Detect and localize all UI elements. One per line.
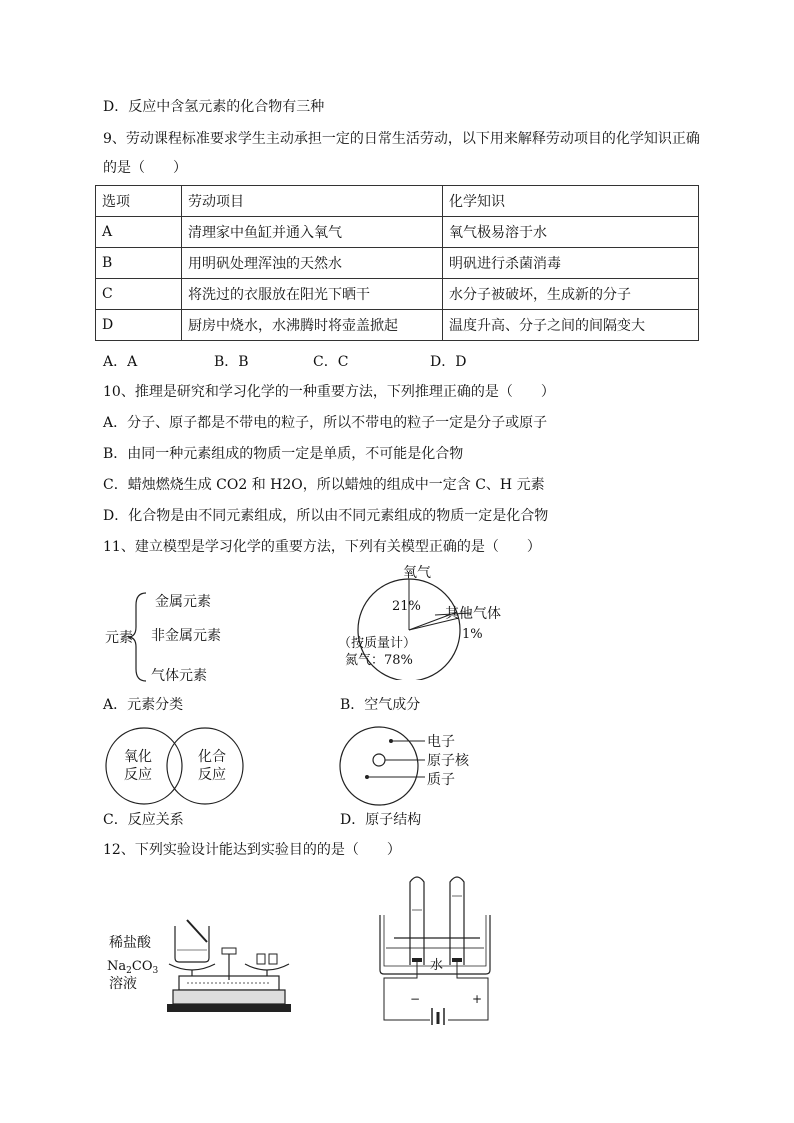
left-pan-icon — [169, 964, 215, 970]
oxygen-percent: 21% — [392, 599, 421, 614]
table-header-row — [96, 186, 699, 217]
q10-option-c: C．蜡烛燃烧生成 CO2 和 H2O，所以蜡烛的组成中一定含 C、H 元素 — [103, 477, 545, 493]
cell-knowledge: 明矾进行杀菌消毒 — [443, 248, 699, 279]
q9-stem-line2: 的是（ ） — [103, 160, 187, 176]
q12-stem: 12、下列实验设计能达到实验目的的是（ ） — [103, 842, 401, 858]
q9-option-a: A．A — [103, 354, 138, 370]
proton-dot — [365, 775, 369, 779]
combination-label-1: 化合 — [198, 749, 226, 765]
test-tube-icon — [187, 920, 207, 942]
q11-caption-d: D．原子结构 — [340, 812, 422, 828]
branch-metal: 金属元素 — [155, 594, 211, 610]
oxidation-circle — [106, 728, 182, 804]
carbonate-label: $Na_2CO_3$ — [107, 959, 159, 976]
classification-root: 元素 — [105, 630, 133, 646]
q10-option-b: B．由同一种元素组成的物质一定是单质，不可能是化合物 — [103, 446, 464, 462]
table-row — [96, 279, 699, 310]
weight-icon — [257, 954, 265, 964]
q11-caption-a: A．元素分类 — [103, 697, 184, 713]
electron-dot — [389, 739, 393, 743]
branch-gas: 气体元素 — [151, 668, 207, 684]
solution-label: 溶液 — [109, 976, 137, 992]
q11-caption-c: C．反应关系 — [103, 812, 184, 828]
q9-option-d: D．D — [430, 354, 467, 370]
oxidation-label-1: 氧化 — [124, 749, 152, 765]
q9-option-c: C．C — [313, 354, 349, 370]
cell-labor: 清理家中鱼缸并通入氧气 — [182, 217, 443, 248]
q10-option-d: D．化合物是由不同元素组成，所以由不同元素组成的物质一定是化合物 — [103, 508, 549, 524]
cell-knowledge: 水分子被破坏，生成新的分子 — [443, 279, 699, 310]
oxidation-label-2: 反应 — [124, 767, 152, 783]
q11-stem: 11、建立模型是学习化学的重要方法，下列有关模型正确的是（ ） — [103, 539, 541, 555]
element-classification-diagram — [100, 585, 240, 690]
cell-labor: 用明矾处理浑浊的天然水 — [182, 248, 443, 279]
acid-label: 稀盐酸 — [109, 935, 151, 951]
cell-knowledge: 温度升高、分子之间的间隔变大 — [443, 310, 699, 341]
q9-option-b: B．B — [214, 354, 249, 370]
oxygen-label: 氧气 — [403, 565, 431, 581]
air-composition-pie — [335, 560, 535, 680]
q10-option-a: A．分子、原子都是不带电的粒子，所以不带电的粒子一定是分子或原子 — [103, 415, 548, 431]
other-gas-label: 其他气体 — [445, 606, 501, 622]
water-label: 水 — [430, 958, 444, 973]
minus-terminal: − — [410, 992, 421, 1006]
cell-option: A — [96, 217, 182, 248]
left-test-tube — [410, 877, 424, 965]
right-test-tube — [450, 877, 464, 965]
electron-label: 电子 — [427, 734, 455, 750]
table-row — [96, 310, 699, 341]
q9-table — [95, 185, 699, 341]
cell-option: B — [96, 248, 182, 279]
nucleus-label: 原子核 — [427, 753, 469, 769]
combination-circle — [167, 728, 243, 804]
q9-stem-line1: 9、劳动课程标准要求学生主动承担一定的日常生活劳动，以下用来解释劳动项目的化学知识正确 — [103, 131, 700, 147]
nitrogen-label: 氮气：78% — [345, 653, 413, 668]
mass-basis-note: （按质量计） — [338, 636, 417, 651]
q10-stem: 10、推理是研究和学习化学的一种重要方法，下列推理正确的是（ ） — [103, 384, 555, 400]
other-gas-percent: 1% — [462, 627, 483, 642]
header-chem-knowledge: 化学知识 — [443, 186, 699, 217]
plus-terminal: + — [472, 992, 483, 1006]
beaker-icon — [175, 926, 209, 962]
cell-labor: 厨房中烧水，水沸腾时将壶盖掀起 — [182, 310, 443, 341]
cell-option: D — [96, 310, 182, 341]
header-labor-item: 劳动项目 — [182, 186, 443, 217]
balance-apparatus — [105, 910, 295, 1020]
electrolysis-apparatus — [370, 870, 510, 1025]
cell-knowledge: 氧气极易溶于水 — [443, 217, 699, 248]
table-row — [96, 248, 699, 279]
q8-option-d: D．反应中含氢元素的化合物有三种 — [103, 99, 325, 115]
branch-nonmetal: 非金属元素 — [151, 628, 221, 644]
q11-caption-b: B．空气成分 — [340, 697, 421, 713]
left-electrode — [412, 958, 422, 962]
nucleus-circle — [373, 754, 385, 766]
table-row — [96, 217, 699, 248]
cell-labor: 将洗过的衣服放在阳光下晒干 — [182, 279, 443, 310]
cell-option: C — [96, 279, 182, 310]
reaction-venn-diagram — [100, 725, 260, 810]
proton-label: 质子 — [427, 772, 455, 788]
right-pan-icon — [245, 964, 289, 970]
right-electrode — [452, 958, 462, 962]
atom-structure-diagram — [335, 722, 485, 812]
combination-label-2: 反应 — [198, 767, 226, 783]
header-option: 选项 — [96, 186, 182, 217]
